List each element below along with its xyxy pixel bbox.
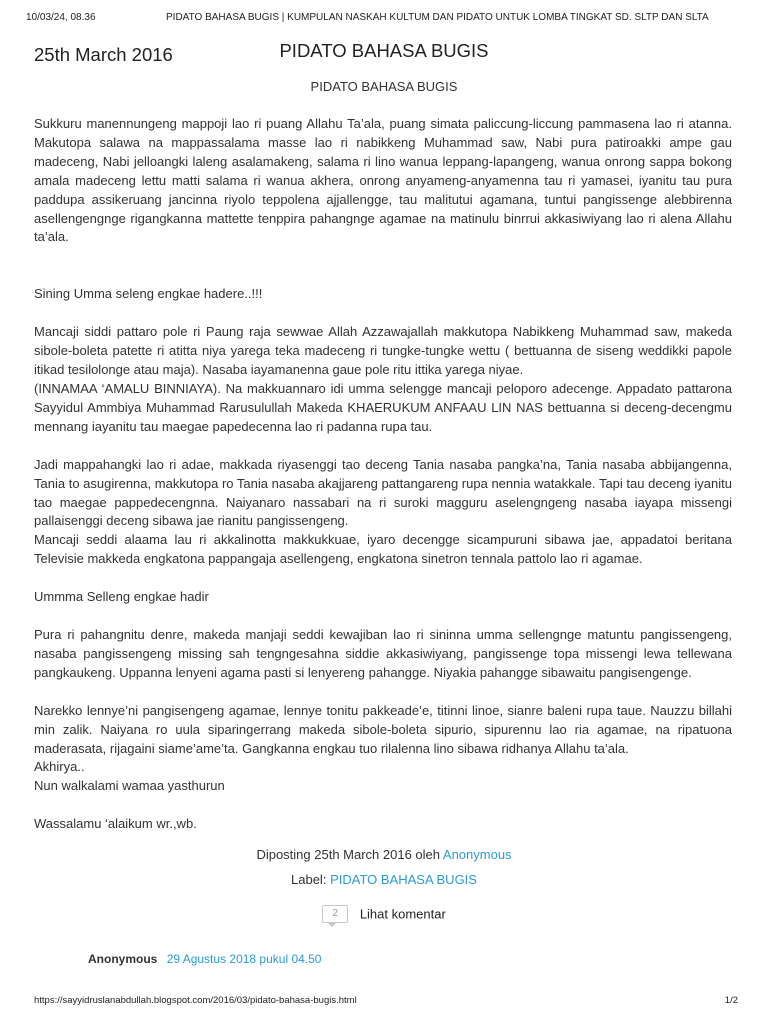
- paragraph-body: Narekko lennye’ni pangisengeng agamae, lennye tonitu pakkeade’e, titinni linoe, sianre baleni rupa taue. Nauzzu billahi min zalik. Naiyana ro uula siparingerrang makeda sibole-boleta sipurio, sipurennu lao ria agamae, na ripatuona maderasata, rijagaini siame’ame’ta. Gangkanna engkau tuo rilalenna lino sibawa ridhanya Allahu ta’ala.: [34, 702, 732, 756]
- paragraph-greeting: Ummma Selleng engkae hadir: [34, 589, 209, 605]
- comment-header: [88, 952, 321, 966]
- paragraph-body: Pura ri pahangnitu denre, makeda manjaji seddi kewajiban lao ri sininna umma sellengnge matuntu pangissengeng, nasaba pangissengeng missing sah tengngesahna siddie akkasiwiyang, pangissenge topa missengi lewa tellewana pangkaukeng. Uppanna lenyeni agama pasti si lenyereng pahangge. Niyakia pahangge sibawaitu pangisengenge.: [34, 627, 732, 680]
- comment-author: Anonymous: [88, 952, 158, 966]
- post-meta-posted: [0, 847, 768, 862]
- print-url: https://sayyidruslanabdullah.blogspot.com/2016/03/pidato-bahasa-bugis.html: [34, 995, 357, 1006]
- paragraph-salutation: Wassalamu ‘alaikum wr.,wb.: [34, 816, 197, 832]
- post-meta-label: [0, 872, 768, 887]
- post-subtitle: PIDATO BAHASA BUGIS: [310, 79, 458, 94]
- paragraph-greeting: Sining Umma seleng engkae hadere..!!!: [34, 286, 263, 302]
- comment-timestamp-link[interactable]: 29 Agustus 2018 pukul 04.50: [166, 952, 322, 966]
- print-timestamp: 10/03/24, 08.36: [26, 12, 96, 23]
- paragraph-closing: Akhirya..: [34, 759, 85, 775]
- paragraph-body: Mancaji seddi alaama lau ri akkalinotta makkukkuae, iyaro decengge sicampuruni sibawa jae, appadatoi beritana Televisie makkeda engkatona pappangaja asellengeng, engkatona sinetron tennala pattolo lao ri agamae.: [34, 532, 732, 567]
- print-page-number: 1/2: [724, 995, 738, 1006]
- paragraph-body: Jadi mappahangki lao ri adae, makkada riyasenggi tao deceng Tania nasaba pangka’na, Tania nasaba abbijangenna, Tania to asugirenna, makkutopa ro Tania nasaba akajjareng pattangareng rupa nennia watakkale. Tapi tau deceng iyanitu tao maegae pappedecengnna. Naiyanaro nassabari na ri suroki magguru aselengngeng nasaba iayapa missengi pallaisenggi deceng sibawa jae rianitu pangissengeng.: [34, 456, 732, 529]
- view-comments-label[interactable]: Lihat komentar: [359, 906, 446, 922]
- comment-count-badge: 2: [322, 905, 348, 923]
- paragraph-closing: Nun walkalami wamaa yasthurun: [34, 778, 225, 794]
- author-link[interactable]: Anonymous: [442, 847, 512, 862]
- print-document-title: PIDATO BAHASA BUGIS | KUMPULAN NASKAH KULTUM DAN PIDATO UNTUK LOMBA TINGKAT SD. SLTP DAN SLTA: [166, 12, 709, 23]
- paragraph-opening: Sukkuru manennungeng mappoji lao ri puang Allahu Ta’ala, puang simata paliccung-liccung pammasena lao ri atanna. Makutopa salawa na mappassalama masse lao ri nabikkeng Muhammad saw, Nabi pura patiroakki ampe gau madeceng, Nabi jelloangki laleng asalamakeng, salama ri lino wanua leppang-lapangeng, wanua onrong sappa bokong amala madeceng lettu matti salama ri wanua akhera, onrong anyameng-anyamenna tau ri yamasei, iyanitu tau pura paddupa assikeruang jancinna riyolo teppolena ajjallengge, tau malitutui agamana, tuntui pangissenge alebbirenna asellengengnge rigangkanna mattette tenppira pahangnge agamae na matinulu binrrui akkasiwiyang lao ri alena Allahu ta’ala.: [34, 116, 732, 245]
- post-body: [34, 115, 732, 834]
- paragraph-body: (INNAMAA ‘AMALU BINNIAYA). Na makkuannaro idi umma selengge mancaji peloporo adecenge. Appadato pattarona Sayyidul Ammbiya Muhammad Rarusulullah Makeda KHAERUKUM ANFAAU LIN NAS bettuanna si deceng-decengmu mennang iayanitu tau maegae papedecenna lao ri padanna rupa tau.: [34, 380, 732, 434]
- view-comments-button[interactable]: [0, 905, 768, 923]
- post-title[interactable]: PIDATO BAHASA BUGIS: [279, 40, 489, 61]
- posted-prefix: Diposting 25th March 2016 oleh: [256, 847, 440, 862]
- paragraph-body: Mancaji siddi pattaro pole ri Paung raja sewwae Allah Azzawajallah makkutopa Nabikkeng Muhammad saw, makeda sibole-boleta patette ri atitta niya yarega teka madeceng ri tungke-tungke wettu ( bettuanna de siseng weddikki papole itikad tesilolonge atau maja). Nasaba iayamanenna gaue pole ritu ittika yarega niyae.: [34, 324, 732, 378]
- label-link[interactable]: PIDATO BAHASA BUGIS: [330, 872, 477, 887]
- label-prefix: Label:: [291, 872, 327, 887]
- post-date: 25th March 2016: [34, 44, 173, 65]
